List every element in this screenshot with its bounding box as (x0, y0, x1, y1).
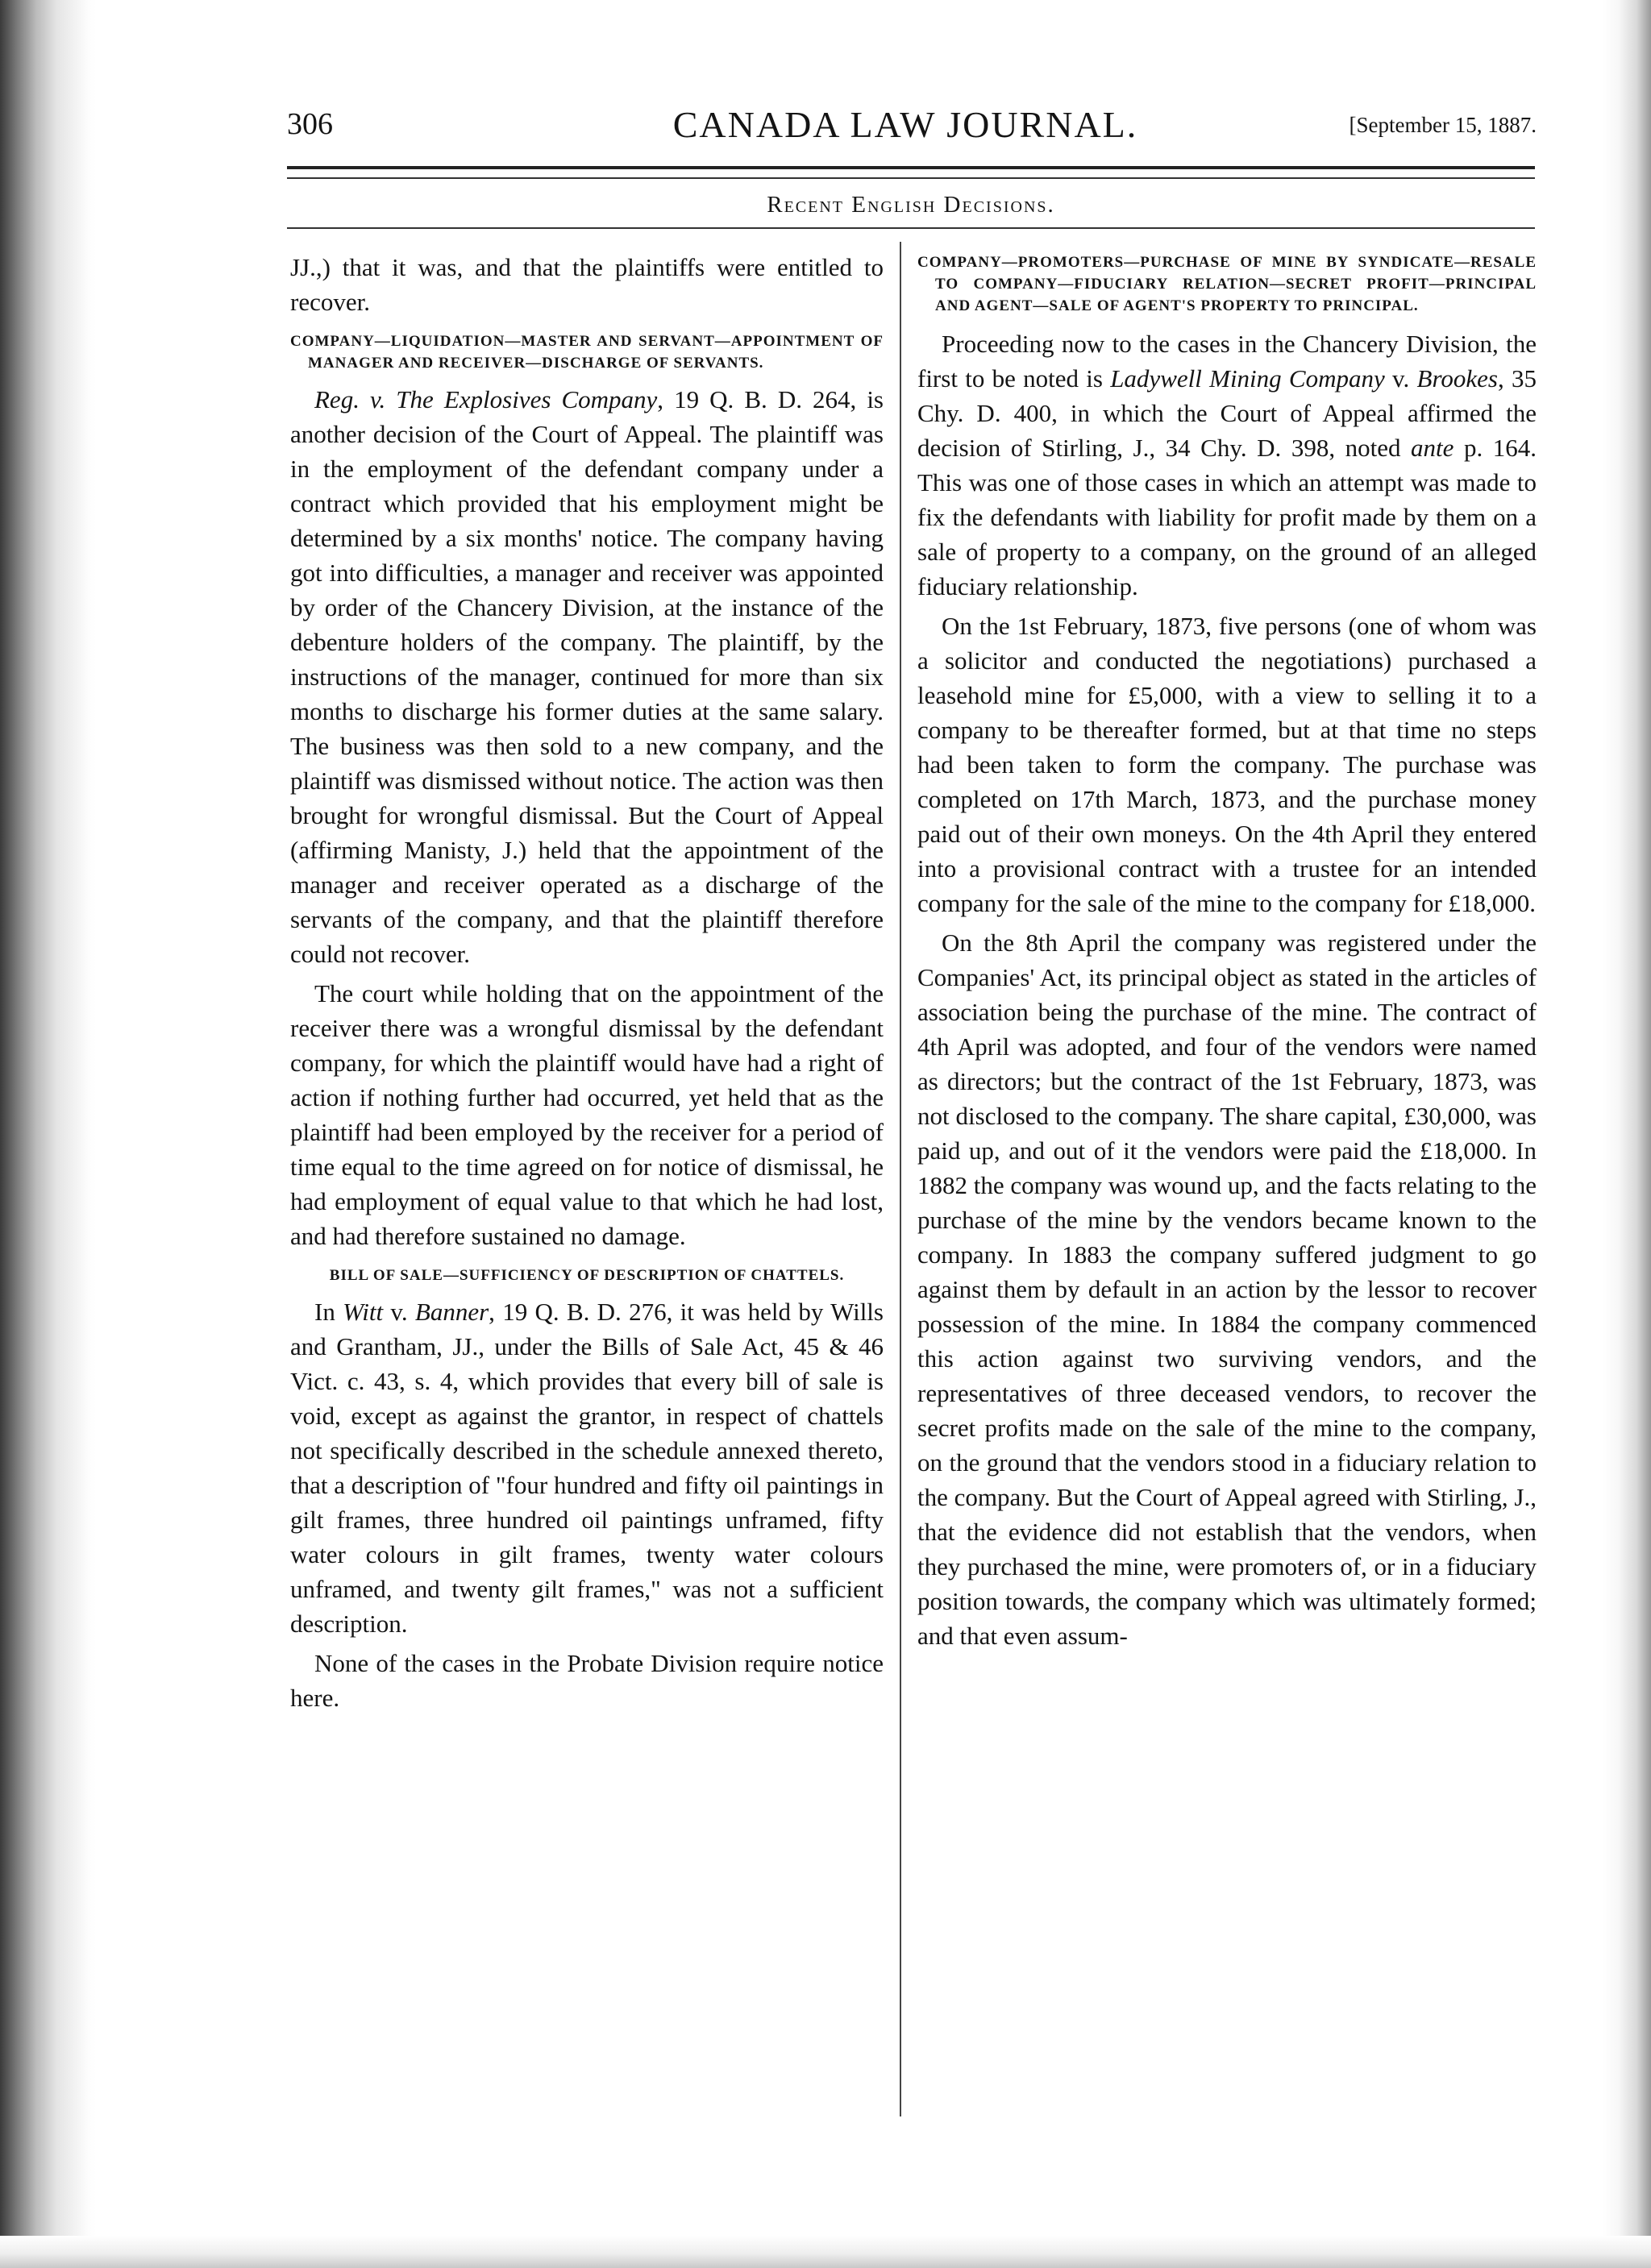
left-column (290, 250, 884, 1715)
ladywell-body: p. 164. This was one of those cases in which an attempt was made to fix the defendants with liability for profit made by them on a sale of property to a company, on the ground of an alleged fiduciary relationship. (917, 434, 1537, 600)
paragraph-explosives-case (290, 382, 884, 971)
case-name-explosives: Reg. v. The Explosives Company (314, 385, 658, 413)
witt-case-body: , 19 Q. B. D. 276, it was held by Wills and Grantham, JJ., under the Bills of Sale Act, 45 & 46 Vict. c. 43, s. 4, which provides that every bill of sale is void, except as against the grantor, in respect of chattels not specifically described in the schedule annexed thereto, that a description of "four hundred and fifty oil paintings in gilt frames, three hundred oil paintings unframed, fifty water colours in gilt frames, twenty water colours unframed, and twenty gilt frames," was not a sufficient description. (290, 1298, 884, 1638)
case-name-ladywell: Ladywell Mining Company (1110, 364, 1385, 393)
ante-reference: ante (1411, 434, 1454, 462)
case-name-witt: Witt (343, 1298, 384, 1326)
paragraph-court-holding: The court while holding that on the appointment of the receiver there was a wrongful dismissal by the defendant company, for which the plaintiff would have had a right of action if nothing further had occurred, yet held that as the plaintiff had been employed by the receiver for a period of time equal to the time agreed on for notice of dismissal, he had employment of equal value to that which he had lost, and had therefore sustained no damage. (290, 979, 884, 1250)
header-rule-thick (287, 166, 1535, 169)
case-name-brookes: Brookes (1416, 364, 1498, 393)
ladywell-citation: , 35 Chy. D. 400, in which the Court of Appeal affirmed the decision of Stirling, J., 34 Chy. D. 398, noted (917, 364, 1537, 462)
paragraph-ladywell-case (917, 326, 1537, 604)
paragraph-february-1873: On the 1st February, 1873, five persons (one of whom was a solicitor and conducted the negotiations) purchased a leasehold mine for £5,000, with a view to selling it to a company to be thereafter formed, but at that time no steps had been taken to form the company. The purchase was completed on 17th March, 1873, and the purchase money paid out of their own moneys. On the 4th April they entered into a provisional contract with a trustee for an intended company for the sale of the mine to the company for £18,000. (917, 612, 1537, 917)
witt-v: v. (383, 1298, 415, 1326)
ladywell-intro: Proceeding now to the cases in the Chancery Division, the first to be noted is (917, 330, 1537, 393)
section-rule (287, 227, 1535, 229)
heading-company-promoters: COMPANY—PROMOTERS—PURCHASE OF MINE BY SYNDICATE—RESALE TO COMPANY—FIDUCIARY RELATION—SECRET PROFIT—PRINCIPAL AND AGENT—SALE OF AGENT'S PROPERTY TO PRINCIPAL. (917, 254, 1537, 314)
case-name-banner: Banner (414, 1298, 489, 1326)
paragraph-continuation: JJ.,) that it was, and that the plaintiffs were entitled to recover. (290, 253, 884, 316)
explosives-case-body: , 19 Q. B. D. 264, is another decision of the Court of Appeal. The plaintiff was in the employment of the defendant company under a contract which provided that his employment might be determined by a six months' notice. The company having got into difficulties, a manager and receiver was appointed by order of the Chancery Division, at the instance of the debenture holders of the company. The plaintiff, by the instructions of the manager, continued for more than six months to discharge his former duties at the same salary. The business was then sold to a new company, and the plaintiff was dismissed without notice. The action was then brought for wrongful dismissal. But the Court of Appeal (affirming Manisty, J.) held that the appointment of the manager and receiver operated as a discharge of the servants of the company, and that the plaintiff therefore could not recover. (290, 385, 884, 968)
header-rule-thin (287, 177, 1535, 179)
page-number: 306 (287, 107, 333, 141)
ladywell-v: v. (1384, 364, 1417, 393)
right-column (917, 250, 1537, 1653)
section-title: Recent English Decisions. (767, 192, 1055, 218)
column-divider (900, 242, 901, 2116)
witt-prefix: In (314, 1298, 343, 1326)
running-head (274, 103, 1537, 152)
issue-date: [September 15, 1887. (1349, 113, 1537, 137)
journal-title: CANADA LAW JOURNAL. (672, 104, 1138, 145)
paragraph-april-8: On the 8th April the company was registered under the Companies' Act, its principal object as stated in the articles of association being the purchase of the mine. The contract of 4th April was adopted, and four of the vendors were named as directors; but the contract of the 1st February, 1873, was not disclosed to the company. The share capital, £30,000, was paid up, and out of it the vendors were paid the £18,000. In 1882 the company was wound up, and the facts relating to the purchase of the mine by the vendors became known to the company. In 1883 the company suffered judgment to go against them by default in an action by the lessor to recover possession of the mine. In 1884 the company commenced this action against two surviving vendors, and the representatives of three deceased vendors, to recover the secret profits made on the sale of the mine to the company, on the ground that the vendors stood in a fiduciary relation to the company. But the Court of Appeal agreed with Stirling, J., that the evidence did not establish that the vendors, when they purchased the mine, were promoters of, or in a fiduciary position towards, the company which was ultimately formed; and that even assum- (917, 928, 1537, 1650)
heading-company-liquidation: COMPANY—LIQUIDATION—MASTER AND SERVANT—APPOINTMENT OF MANAGER AND RECEIVER—DISCHARGE OF SERVANTS. (290, 333, 884, 372)
paragraph-witt-case (290, 1294, 884, 1641)
heading-bill-of-sale: BILL OF SALE—SUFFICIENCY OF DESCRIPTION OF CHATTELS. (329, 1267, 845, 1284)
paragraph-probate: None of the cases in the Probate Division require notice here. (290, 1649, 884, 1712)
